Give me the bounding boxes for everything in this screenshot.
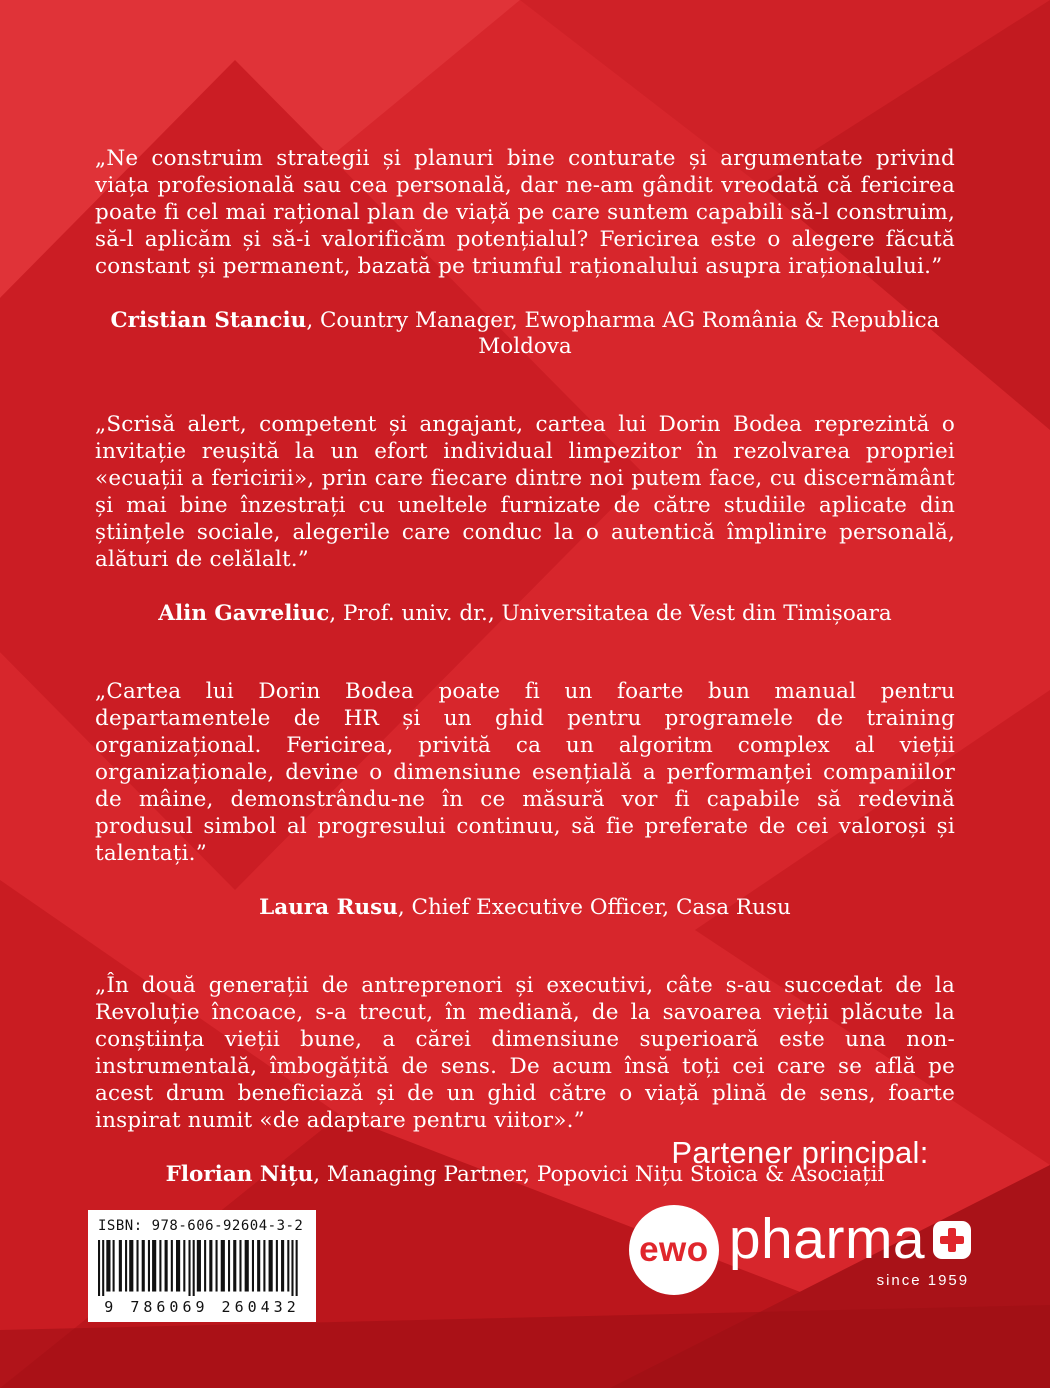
attribution-4-role: , Managing Partner, Popovici Nițu Stoica & Asociații bbox=[313, 1162, 885, 1187]
partner-label: Partener principal: bbox=[671, 1135, 929, 1170]
attribution-2-author: Alin Gavreliuc bbox=[158, 601, 330, 626]
quote-2: „Scrisă alert, competent și angajant, cartea lui Dorin Bodea reprezintă o invitație reușită la un efort individual limpezitor în rezolvarea propriei «ecuații a fericirii», prin care fiecare dintre noi putem face, cu discernământ și mai bine înzestrați cu uneltele furnizate de către studiile aplicate din științele sociale, alegerile care conduc la o autentică împlinire personală, alături de celălalt.” bbox=[95, 412, 955, 572]
attribution-2-role: , Prof. univ. dr., Universitatea de Vest din Timișoara bbox=[329, 601, 892, 626]
ewopharma-logo bbox=[610, 1205, 990, 1295]
ewo-circle-logo bbox=[629, 1205, 719, 1295]
swiss-cross-icon bbox=[933, 1221, 971, 1259]
quote-1: „Ne construim strategii și planuri bine conturate și argumentate privind viața profesională sau cea personală, dar ne-am gândit vreodată că fericirea poate fi cel mai rațional plan de viață pe care suntem capabili să-l construim, să-l aplicăm și să-i valorificăm potențialul? Fericirea este o alegere făcută constant și permanent, bazată pe triumful raționalului asupra iraționalului.” bbox=[95, 146, 955, 279]
attribution-1-role: , Country Manager, Ewopharma AG România & Republica Moldova bbox=[306, 308, 940, 359]
quote-4: „În două generații de antreprenori și executivi, câte s-au succedat de la Revoluție încoace, s-a trecut, în mediană, de la savoarea vieții plăcute la conștiința vieții bune, a cărei dimensiune superioară este una non-instrumentală, îmbogățită de sens. De acum însă toți cei care se află pe acest drum beneficiază și de un ghid către o viață plină de sens, foarte inspirat numit «de adaptare pentru viitor».” bbox=[95, 973, 955, 1133]
isbn-block bbox=[88, 1210, 316, 1322]
barcode bbox=[98, 1240, 306, 1296]
logo-wordmark: pharma bbox=[728, 1207, 926, 1271]
logo-tagline: since 1959 bbox=[876, 1272, 970, 1289]
isbn-label: ISBN: 978-606-92604-3-2 bbox=[98, 1218, 304, 1234]
ewo-circle-text: ewo bbox=[639, 1230, 709, 1269]
isbn-digits: 9 786069 260432 bbox=[104, 1298, 300, 1316]
partner-section bbox=[610, 1135, 990, 1295]
attribution-3-role: , Chief Executive Officer, Casa Rusu bbox=[397, 895, 791, 920]
quote-3: „Cartea lui Dorin Bodea poate fi un foarte bun manual pentru departamentele de HR și un ghid pentru programele de training organizațional. Fericirea, privită ca un algoritm complex al vieții organizaționale, devine o dimensiune esențială a performanței companiilor de mâine, demonstrându-ne în ce măsură vor fi capabile să redevină produsul simbol al progresului continuu, să fie preferate de cei valoroși și talentați.” bbox=[95, 679, 955, 866]
attribution-4-author: Florian Nițu bbox=[165, 1162, 314, 1187]
attribution-1 bbox=[95, 308, 955, 360]
attribution-1-author: Cristian Stanciu bbox=[110, 308, 307, 333]
attribution-2 bbox=[95, 601, 955, 627]
logo-wordmark-block bbox=[728, 1207, 971, 1289]
attribution-3 bbox=[95, 895, 955, 921]
attribution-3-author: Laura Rusu bbox=[259, 895, 398, 920]
